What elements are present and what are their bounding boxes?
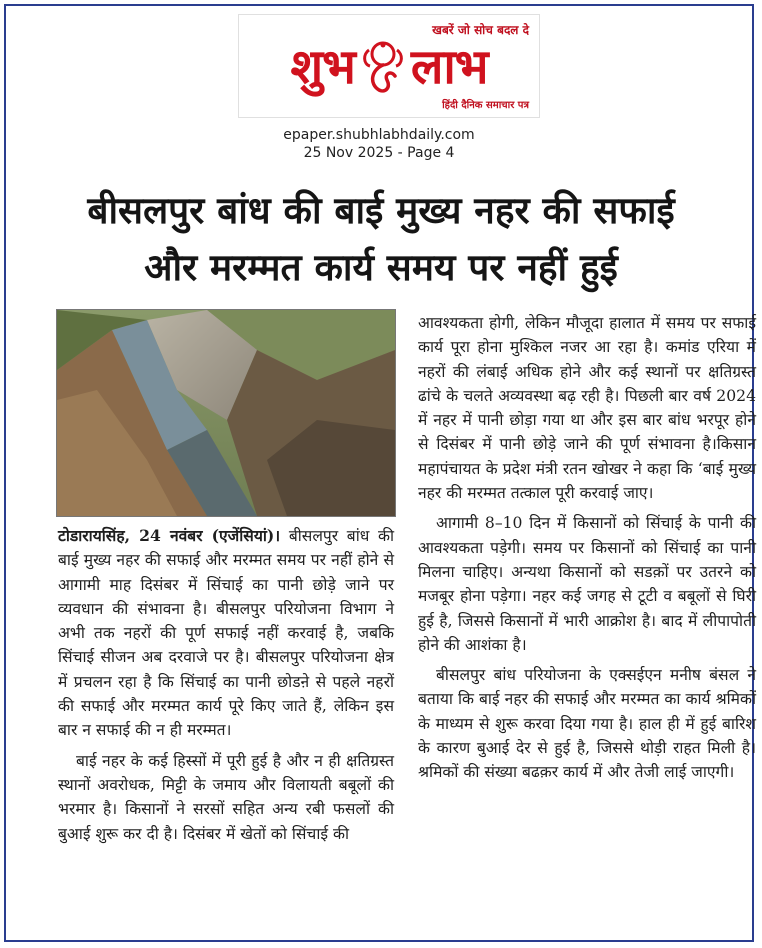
article-paragraph: बीसलपुर बांध परियोजना के एक्सईएन मनीष बंसल ने बताया कि बाई नहर की सफाई और मरम्मत का कार्य श्रमिकों के माध्यम से शुरू करवा दिया गया है। हाल ही में हुई बारिश के कारण बुआई देर से हुई है, जिससे थोड़ी राहत मिली है। श्रमिकों की संख्या बढक़र कार्य में और तेजी लाई जाएगी। [418,666,756,782]
headline-line-1: बीसलपुर बांध की बाई मुख्य नहर की सफाई [87,189,675,232]
ganesh-icon [361,40,405,94]
article-column-left [58,524,394,846]
masthead-logo [239,37,539,97]
article-paragraph: बाई नहर के कई हिस्सों में पूरी हुई है और न ही क्षतिग्रस्त स्थानों अवरोधक, मिट्टी के जमाय और विलायती बबूलों की भरमार है। किसानों ने सरसों सहित अन्य रबी फसलों की बुआई शुरू कर दी है। दिसंबर में खेतों को सिंचाई की [58,751,394,843]
article-dateline: टोडारायसिंह, 24 नवंबर (एजेंसियां)। [58,526,281,545]
canal-photo-illustration [57,310,395,516]
edition-info [6,126,752,162]
article-paragraph [58,524,394,743]
edition-date-page: 25 Nov 2025 - Page 4 [303,145,455,161]
edition-site[interactable]: epaper.shubhlabhdaily.com [283,127,475,143]
masthead-tagline: खबरें जो सोच बदल दे [432,23,529,37]
logo-word-shubh: शुभ [290,39,355,95]
epaper-page [4,4,754,942]
logo-word-labh: लाभ [410,39,488,95]
headline-line-2: और मरम्मत कार्य समय पर नहीं हुई [144,246,618,289]
article-paragraph: आगामी 8–10 दिन में किसानों को सिंचाई के पानी की आवश्यकता पड़ेगी। समय पर किसानों को सिंचाई का पानी मिलना चाहिए। अन्यथा किसानों को सडक़ों पर उतरने को मजबूर होना पड़ेगा। नहर कई जगह से टूटी व बबूलों से घिरी हुई है, जिससे किसानों में भारी आक्रोश है। बाद में लीपापोती होने की आशंका है। [418,514,756,654]
article-text: बीसलपुर बांध की बाई मुख्य नहर की सफाई और मरम्मत समय पर नहीं होने से आगामी माह दिसंबर में सिंचाई का पानी छोड़े जाने पर व्यवधान की संभावना है। बीसलपुर परियोजना विभाग ने अभी तक नहरों की पूर्ण सफाई नहीं करवाई है, जबकि सिंचाई सीजन अब दरवाजे पर है। बीसलपुर परियोजना क्षेत्र में प्रचलन रहा है कि सिंचाई का पानी छोडऩे से पहले नहरों की सफाई और मरम्मत कार्य पूरे किए जाते हैं, लेकिन इस बार न सफाई की न ही मरम्मत। [58,527,394,740]
article-paragraph: आवश्यकता होगी, लेकिन मौजूदा हालात में समय पर सफाई कार्य पूरा होना मुश्किल नजर आ रहा है। कमांड एरिया में नहरों की लंबाई अधिक होने और कई स्थानों पर क्षतिग्रस्त ढांचे के चलते अव्यवस्था बढ़ रही है। पिछली बार वर्ष 2024 में नहर में पानी छोड़ा गया था और इस बार बांध भरपूर होने से दिसंबर में पानी छोड़े जाने की पूर्ण संभावना है।किसान महापंचायत के प्रदेश मंत्री रतन खोखर ने कहा कि ‘बाई मुख्य नहर की मरम्मत तत्काल पूरी करवाई जाए। [418,314,756,503]
masthead[interactable] [238,14,540,118]
article-photo [56,309,396,517]
article-column-right [418,311,756,785]
article-headline [26,182,736,296]
masthead-subtitle: हिंदी दैनिक समाचार पत्र [442,100,529,111]
